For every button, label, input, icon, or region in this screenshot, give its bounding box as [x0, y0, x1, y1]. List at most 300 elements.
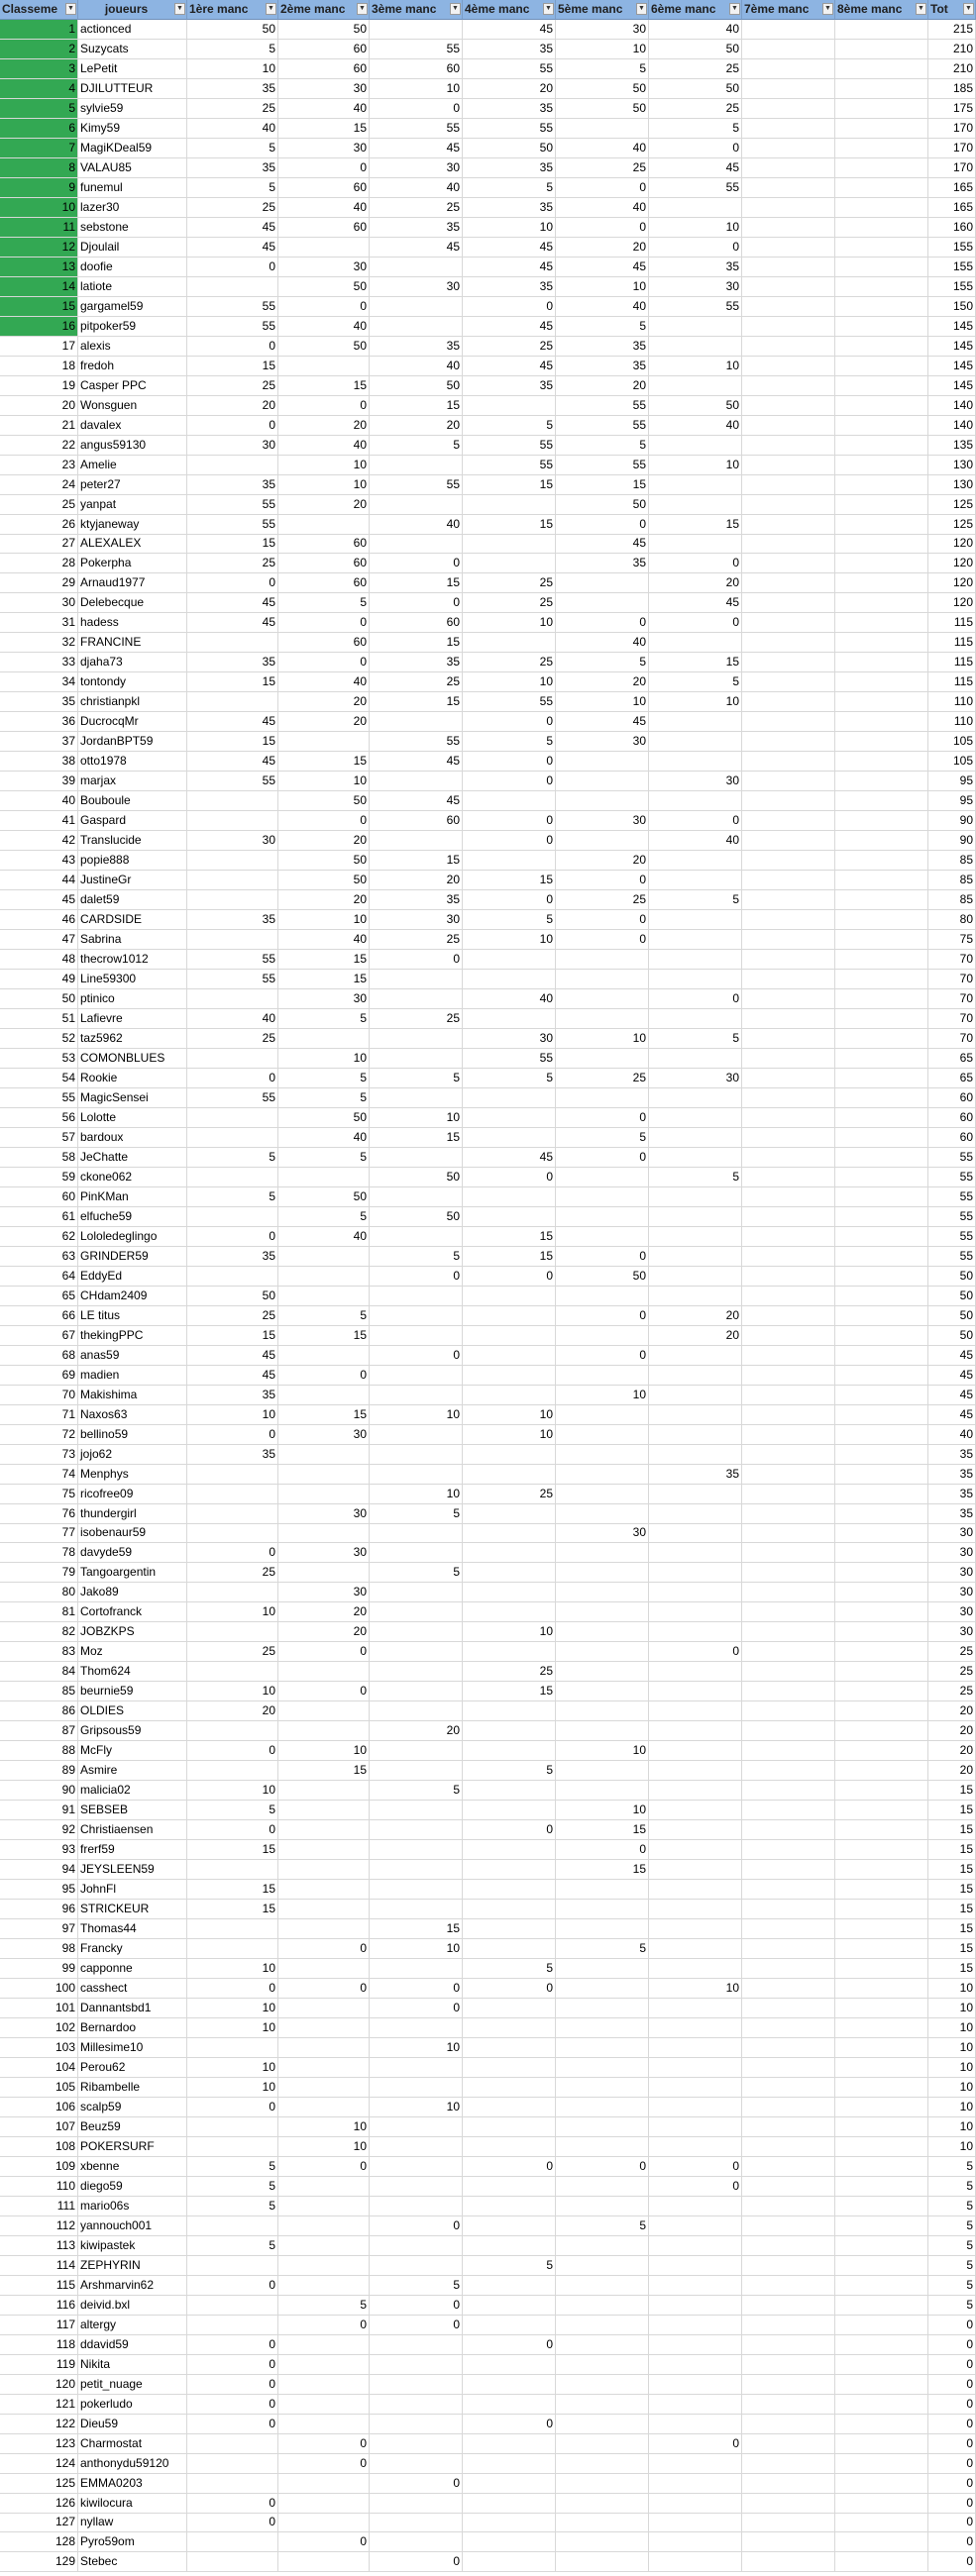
cell-rank[interactable]: 107 — [0, 2117, 78, 2137]
cell-round-3[interactable]: 0 — [370, 1267, 463, 1287]
cell-round-6[interactable]: 0 — [649, 2177, 742, 2197]
cell-round-6[interactable] — [649, 1860, 742, 1880]
cell-player[interactable]: yannouch001 — [78, 2216, 187, 2236]
cell-round-6[interactable] — [649, 2454, 742, 2474]
cell-round-3[interactable] — [370, 1445, 463, 1465]
cell-round-6[interactable] — [649, 495, 742, 515]
cell-round-6[interactable]: 15 — [649, 515, 742, 535]
cell-round-6[interactable] — [649, 198, 742, 218]
cell-total[interactable]: 10 — [928, 1999, 976, 2018]
cell-round-1[interactable] — [187, 2038, 278, 2058]
cell-round-8[interactable] — [835, 1543, 928, 1563]
cell-player[interactable]: Gripsous59 — [78, 1721, 187, 1741]
cell-round-4[interactable] — [463, 1287, 556, 1306]
cell-round-4[interactable] — [463, 1326, 556, 1346]
cell-round-7[interactable] — [742, 1721, 835, 1741]
cell-player[interactable]: tontondy — [78, 672, 187, 692]
cell-player[interactable]: Makishima — [78, 1386, 187, 1405]
cell-round-5[interactable]: 5 — [556, 653, 649, 672]
cell-round-5[interactable]: 20 — [556, 672, 649, 692]
cell-round-6[interactable] — [649, 1919, 742, 1939]
cell-round-4[interactable] — [463, 1543, 556, 1563]
cell-round-1[interactable] — [187, 1919, 278, 1939]
cell-round-8[interactable] — [835, 1801, 928, 1820]
cell-round-6[interactable] — [649, 1267, 742, 1287]
cell-round-8[interactable] — [835, 1029, 928, 1049]
cell-round-7[interactable] — [742, 573, 835, 593]
cell-round-4[interactable]: 35 — [463, 158, 556, 178]
cell-round-8[interactable] — [835, 772, 928, 791]
cell-round-3[interactable]: 60 — [370, 59, 463, 79]
cell-total[interactable]: 55 — [928, 1187, 976, 1207]
cell-round-1[interactable]: 0 — [187, 2355, 278, 2375]
cell-round-2[interactable]: 40 — [278, 317, 370, 337]
cell-round-1[interactable]: 55 — [187, 950, 278, 970]
cell-rank[interactable]: 8 — [0, 158, 78, 178]
cell-round-4[interactable]: 0 — [463, 2335, 556, 2355]
cell-total[interactable]: 45 — [928, 1346, 976, 1366]
cell-round-6[interactable]: 50 — [649, 40, 742, 59]
cell-total[interactable]: 160 — [928, 218, 976, 238]
cell-total[interactable]: 0 — [928, 2494, 976, 2514]
cell-round-6[interactable] — [649, 1602, 742, 1622]
cell-round-2[interactable]: 20 — [278, 712, 370, 732]
cell-round-1[interactable]: 0 — [187, 1543, 278, 1563]
cell-rank[interactable]: 14 — [0, 277, 78, 297]
cell-round-5[interactable] — [556, 2375, 649, 2395]
cell-round-1[interactable]: 25 — [187, 1563, 278, 1583]
cell-round-3[interactable] — [370, 1187, 463, 1207]
cell-rank[interactable]: 39 — [0, 772, 78, 791]
cell-round-2[interactable]: 60 — [278, 218, 370, 238]
cell-rank[interactable]: 30 — [0, 593, 78, 613]
cell-round-6[interactable] — [649, 1801, 742, 1820]
cell-round-7[interactable] — [742, 1069, 835, 1088]
cell-round-8[interactable] — [835, 1187, 928, 1207]
cell-round-4[interactable] — [463, 1563, 556, 1583]
cell-round-1[interactable]: 55 — [187, 772, 278, 791]
cell-round-5[interactable]: 5 — [556, 1128, 649, 1148]
cell-round-4[interactable] — [463, 2018, 556, 2038]
cell-round-8[interactable] — [835, 139, 928, 158]
cell-round-3[interactable] — [370, 1029, 463, 1049]
cell-round-1[interactable]: 15 — [187, 357, 278, 376]
filter-dropdown-icon[interactable]: ▼ — [543, 3, 554, 15]
cell-player[interactable]: Dieu59 — [78, 2415, 187, 2434]
cell-round-6[interactable] — [649, 1880, 742, 1900]
cell-round-1[interactable]: 25 — [187, 198, 278, 218]
cell-round-4[interactable] — [463, 2177, 556, 2197]
cell-round-2[interactable] — [278, 2098, 370, 2117]
cell-round-7[interactable] — [742, 1366, 835, 1386]
cell-round-7[interactable] — [742, 1386, 835, 1405]
cell-round-1[interactable]: 45 — [187, 752, 278, 772]
cell-round-4[interactable] — [463, 1999, 556, 2018]
cell-round-4[interactable] — [463, 2276, 556, 2296]
cell-player[interactable]: lazer30 — [78, 198, 187, 218]
cell-total[interactable]: 45 — [928, 1405, 976, 1425]
cell-round-7[interactable] — [742, 692, 835, 712]
cell-round-8[interactable] — [835, 534, 928, 554]
cell-round-6[interactable] — [649, 1523, 742, 1543]
cell-round-5[interactable] — [556, 2395, 649, 2415]
cell-round-7[interactable] — [742, 2256, 835, 2276]
cell-round-1[interactable] — [187, 1504, 278, 1524]
cell-rank[interactable]: 22 — [0, 436, 78, 456]
cell-round-7[interactable] — [742, 653, 835, 672]
cell-round-4[interactable]: 55 — [463, 119, 556, 139]
cell-round-1[interactable]: 5 — [187, 139, 278, 158]
cell-round-1[interactable] — [187, 1761, 278, 1781]
cell-round-5[interactable] — [556, 831, 649, 851]
cell-round-5[interactable] — [556, 1959, 649, 1979]
cell-round-4[interactable]: 35 — [463, 40, 556, 59]
cell-rank[interactable]: 85 — [0, 1682, 78, 1701]
cell-round-7[interactable] — [742, 2157, 835, 2177]
cell-round-4[interactable]: 40 — [463, 989, 556, 1009]
cell-player[interactable]: sylvie59 — [78, 99, 187, 119]
cell-round-8[interactable] — [835, 554, 928, 573]
cell-total[interactable]: 130 — [928, 456, 976, 475]
cell-round-5[interactable] — [556, 2256, 649, 2276]
cell-round-2[interactable]: 10 — [278, 2117, 370, 2137]
cell-round-1[interactable]: 0 — [187, 2375, 278, 2395]
cell-round-1[interactable] — [187, 1267, 278, 1287]
cell-rank[interactable]: 2 — [0, 40, 78, 59]
cell-round-2[interactable]: 60 — [278, 40, 370, 59]
cell-round-2[interactable]: 10 — [278, 910, 370, 930]
cell-round-2[interactable]: 5 — [278, 1088, 370, 1108]
cell-rank[interactable]: 100 — [0, 1979, 78, 1999]
cell-round-2[interactable]: 30 — [278, 1504, 370, 1524]
cell-round-6[interactable] — [649, 1187, 742, 1207]
cell-round-3[interactable] — [370, 970, 463, 989]
cell-round-8[interactable] — [835, 1207, 928, 1227]
cell-round-8[interactable] — [835, 950, 928, 970]
cell-round-6[interactable]: 30 — [649, 1069, 742, 1088]
cell-total[interactable]: 10 — [928, 2078, 976, 2098]
cell-rank[interactable]: 80 — [0, 1583, 78, 1602]
cell-rank[interactable]: 93 — [0, 1840, 78, 1860]
cell-rank[interactable]: 42 — [0, 831, 78, 851]
cell-round-7[interactable] — [742, 2078, 835, 2098]
cell-round-3[interactable] — [370, 258, 463, 277]
cell-round-2[interactable]: 15 — [278, 1761, 370, 1781]
cell-round-7[interactable] — [742, 1108, 835, 1128]
cell-round-7[interactable] — [742, 1701, 835, 1721]
cell-round-5[interactable] — [556, 1366, 649, 1386]
cell-round-3[interactable]: 45 — [370, 752, 463, 772]
cell-round-7[interactable] — [742, 2375, 835, 2395]
cell-round-2[interactable]: 50 — [278, 277, 370, 297]
cell-round-7[interactable] — [742, 1128, 835, 1148]
cell-player[interactable]: Arnaud1977 — [78, 573, 187, 593]
cell-round-3[interactable]: 50 — [370, 376, 463, 396]
header-round-2[interactable] — [278, 0, 370, 20]
cell-round-6[interactable] — [649, 930, 742, 950]
cell-round-7[interactable] — [742, 277, 835, 297]
cell-round-3[interactable] — [370, 2117, 463, 2137]
cell-round-5[interactable]: 25 — [556, 890, 649, 910]
cell-round-1[interactable]: 15 — [187, 1326, 278, 1346]
cell-round-8[interactable] — [835, 1523, 928, 1543]
cell-total[interactable]: 60 — [928, 1108, 976, 1128]
cell-total[interactable]: 5 — [928, 2276, 976, 2296]
cell-rank[interactable]: 45 — [0, 890, 78, 910]
cell-rank[interactable]: 66 — [0, 1306, 78, 1326]
cell-player[interactable]: Moz — [78, 1642, 187, 1662]
cell-round-8[interactable] — [835, 811, 928, 831]
cell-round-7[interactable] — [742, 2098, 835, 2117]
cell-round-6[interactable]: 35 — [649, 258, 742, 277]
cell-round-8[interactable] — [835, 238, 928, 258]
cell-round-6[interactable] — [649, 2256, 742, 2276]
cell-round-6[interactable] — [649, 2276, 742, 2296]
cell-round-6[interactable] — [649, 791, 742, 811]
cell-round-6[interactable]: 0 — [649, 989, 742, 1009]
cell-round-7[interactable] — [742, 1622, 835, 1642]
cell-round-6[interactable]: 0 — [649, 139, 742, 158]
cell-round-7[interactable] — [742, 1346, 835, 1366]
cell-round-8[interactable] — [835, 1919, 928, 1939]
cell-round-6[interactable] — [649, 1701, 742, 1721]
cell-round-7[interactable] — [742, 2474, 835, 2494]
cell-total[interactable]: 110 — [928, 712, 976, 732]
cell-round-5[interactable]: 30 — [556, 811, 649, 831]
cell-round-6[interactable] — [649, 376, 742, 396]
cell-round-4[interactable]: 15 — [463, 1227, 556, 1247]
cell-rank[interactable]: 94 — [0, 1860, 78, 1880]
cell-round-2[interactable] — [278, 1346, 370, 1366]
cell-total[interactable]: 125 — [928, 515, 976, 535]
cell-round-8[interactable] — [835, 2117, 928, 2137]
cell-round-2[interactable]: 0 — [278, 297, 370, 317]
cell-round-7[interactable] — [742, 357, 835, 376]
cell-round-2[interactable] — [278, 2276, 370, 2296]
cell-player[interactable]: pitpoker59 — [78, 317, 187, 337]
cell-round-8[interactable] — [835, 2434, 928, 2454]
cell-round-8[interactable] — [835, 1247, 928, 1267]
cell-round-4[interactable]: 25 — [463, 337, 556, 357]
cell-round-2[interactable]: 50 — [278, 1187, 370, 1207]
cell-round-3[interactable]: 0 — [370, 99, 463, 119]
cell-round-8[interactable] — [835, 1642, 928, 1662]
cell-player[interactable]: thundergirl — [78, 1504, 187, 1524]
cell-round-2[interactable]: 15 — [278, 970, 370, 989]
cell-round-3[interactable] — [370, 1227, 463, 1247]
cell-player[interactable]: Asmire — [78, 1761, 187, 1781]
cell-round-1[interactable]: 30 — [187, 831, 278, 851]
cell-player[interactable]: beurnie59 — [78, 1682, 187, 1701]
cell-round-4[interactable] — [463, 2513, 556, 2532]
cell-total[interactable]: 20 — [928, 1761, 976, 1781]
cell-round-7[interactable] — [742, 2532, 835, 2552]
cell-player[interactable]: deivid.bxl — [78, 2296, 187, 2316]
cell-player[interactable]: Millesime10 — [78, 2038, 187, 2058]
cell-round-4[interactable]: 55 — [463, 436, 556, 456]
cell-round-7[interactable] — [742, 811, 835, 831]
cell-round-3[interactable] — [370, 2454, 463, 2474]
cell-round-8[interactable] — [835, 2335, 928, 2355]
cell-round-5[interactable]: 0 — [556, 218, 649, 238]
cell-round-7[interactable] — [742, 2216, 835, 2236]
filter-dropdown-icon[interactable]: ▼ — [916, 3, 926, 15]
cell-total[interactable]: 110 — [928, 692, 976, 712]
cell-round-7[interactable] — [742, 1979, 835, 1999]
cell-round-2[interactable] — [278, 1287, 370, 1306]
cell-round-8[interactable] — [835, 1662, 928, 1682]
cell-round-5[interactable]: 10 — [556, 40, 649, 59]
cell-player[interactable]: JOBZKPS — [78, 1622, 187, 1642]
cell-round-2[interactable]: 0 — [278, 811, 370, 831]
cell-total[interactable]: 0 — [928, 2415, 976, 2434]
cell-rank[interactable]: 18 — [0, 357, 78, 376]
cell-round-5[interactable] — [556, 950, 649, 970]
header-round-8[interactable] — [835, 0, 928, 20]
cell-player[interactable]: VALAU85 — [78, 158, 187, 178]
cell-round-8[interactable] — [835, 672, 928, 692]
cell-rank[interactable]: 91 — [0, 1801, 78, 1820]
cell-round-4[interactable]: 25 — [463, 1485, 556, 1504]
cell-round-6[interactable] — [649, 1939, 742, 1959]
cell-round-3[interactable]: 40 — [370, 515, 463, 535]
cell-round-8[interactable] — [835, 2552, 928, 2572]
cell-round-1[interactable] — [187, 2316, 278, 2335]
cell-round-1[interactable]: 5 — [187, 40, 278, 59]
cell-round-2[interactable] — [278, 1721, 370, 1741]
cell-rank[interactable]: 29 — [0, 573, 78, 593]
cell-round-6[interactable] — [649, 871, 742, 890]
cell-round-3[interactable] — [370, 2236, 463, 2256]
cell-player[interactable]: Thom624 — [78, 1662, 187, 1682]
cell-total[interactable]: 115 — [928, 613, 976, 633]
cell-rank[interactable]: 48 — [0, 950, 78, 970]
cell-round-2[interactable] — [278, 1840, 370, 1860]
cell-player[interactable]: Sabrina — [78, 930, 187, 950]
cell-player[interactable]: ktyjaneway — [78, 515, 187, 535]
cell-round-2[interactable]: 15 — [278, 752, 370, 772]
cell-round-2[interactable] — [278, 1999, 370, 2018]
cell-total[interactable]: 50 — [928, 1306, 976, 1326]
cell-round-6[interactable] — [649, 1227, 742, 1247]
cell-round-3[interactable]: 10 — [370, 1485, 463, 1504]
cell-round-4[interactable] — [463, 2434, 556, 2454]
cell-round-5[interactable] — [556, 2316, 649, 2335]
cell-round-2[interactable] — [278, 1701, 370, 1721]
cell-round-4[interactable] — [463, 1504, 556, 1524]
cell-round-5[interactable] — [556, 1583, 649, 1602]
cell-round-8[interactable] — [835, 297, 928, 317]
cell-round-6[interactable]: 5 — [649, 890, 742, 910]
cell-round-6[interactable]: 40 — [649, 20, 742, 40]
cell-round-8[interactable] — [835, 40, 928, 59]
cell-round-3[interactable]: 0 — [370, 2316, 463, 2335]
cell-round-1[interactable] — [187, 2552, 278, 2572]
cell-round-2[interactable] — [278, 1880, 370, 1900]
cell-round-6[interactable]: 15 — [649, 653, 742, 672]
cell-total[interactable]: 140 — [928, 416, 976, 436]
cell-round-4[interactable] — [463, 2532, 556, 2552]
cell-round-5[interactable]: 0 — [556, 910, 649, 930]
cell-round-4[interactable] — [463, 2038, 556, 2058]
cell-round-8[interactable] — [835, 2157, 928, 2177]
cell-round-7[interactable] — [742, 198, 835, 218]
cell-player[interactable]: Pyro59om — [78, 2532, 187, 2552]
cell-player[interactable]: PinKMan — [78, 1187, 187, 1207]
cell-rank[interactable]: 127 — [0, 2513, 78, 2532]
cell-rank[interactable]: 60 — [0, 1187, 78, 1207]
cell-round-2[interactable]: 0 — [278, 2316, 370, 2335]
cell-round-2[interactable] — [278, 357, 370, 376]
cell-round-4[interactable]: 35 — [463, 198, 556, 218]
cell-round-6[interactable]: 25 — [649, 99, 742, 119]
cell-round-5[interactable]: 0 — [556, 1148, 649, 1168]
cell-round-7[interactable] — [742, 930, 835, 950]
cell-round-3[interactable]: 50 — [370, 1168, 463, 1187]
cell-round-4[interactable] — [463, 950, 556, 970]
cell-total[interactable]: 90 — [928, 811, 976, 831]
cell-round-5[interactable] — [556, 1563, 649, 1583]
cell-player[interactable]: peter27 — [78, 475, 187, 495]
cell-round-6[interactable] — [649, 1900, 742, 1919]
cell-total[interactable]: 10 — [928, 2018, 976, 2038]
cell-round-4[interactable] — [463, 1701, 556, 1721]
cell-round-5[interactable] — [556, 593, 649, 613]
cell-round-1[interactable]: 0 — [187, 337, 278, 357]
cell-rank[interactable]: 73 — [0, 1445, 78, 1465]
cell-round-4[interactable]: 10 — [463, 613, 556, 633]
cell-round-3[interactable]: 25 — [370, 1009, 463, 1029]
cell-round-7[interactable] — [742, 515, 835, 535]
cell-round-3[interactable] — [370, 2256, 463, 2276]
cell-round-6[interactable]: 45 — [649, 158, 742, 178]
cell-player[interactable]: otto1978 — [78, 752, 187, 772]
cell-round-7[interactable] — [742, 2038, 835, 2058]
cell-round-8[interactable] — [835, 1504, 928, 1524]
cell-round-3[interactable]: 0 — [370, 2216, 463, 2236]
cell-round-8[interactable] — [835, 1781, 928, 1801]
cell-round-4[interactable] — [463, 970, 556, 989]
cell-round-5[interactable]: 5 — [556, 2216, 649, 2236]
cell-round-4[interactable]: 55 — [463, 59, 556, 79]
cell-round-2[interactable]: 10 — [278, 1741, 370, 1761]
cell-round-8[interactable] — [835, 1287, 928, 1306]
cell-player[interactable]: COMONBLUES — [78, 1049, 187, 1069]
cell-player[interactable]: altergy — [78, 2316, 187, 2335]
header-rank[interactable] — [0, 0, 78, 20]
cell-round-3[interactable] — [370, 1049, 463, 1069]
cell-player[interactable]: funemul — [78, 178, 187, 198]
cell-round-2[interactable]: 5 — [278, 1306, 370, 1326]
cell-round-5[interactable]: 0 — [556, 1346, 649, 1366]
cell-round-3[interactable] — [370, 2395, 463, 2415]
cell-total[interactable]: 55 — [928, 1247, 976, 1267]
cell-round-3[interactable] — [370, 712, 463, 732]
cell-round-6[interactable] — [649, 2375, 742, 2395]
cell-round-7[interactable] — [742, 2137, 835, 2157]
cell-round-1[interactable]: 55 — [187, 317, 278, 337]
cell-round-7[interactable] — [742, 1227, 835, 1247]
cell-round-6[interactable] — [649, 1088, 742, 1108]
cell-rank[interactable]: 37 — [0, 732, 78, 752]
cell-round-8[interactable] — [835, 1425, 928, 1445]
cell-round-7[interactable] — [742, 1049, 835, 1069]
cell-round-3[interactable]: 5 — [370, 1563, 463, 1583]
cell-total[interactable]: 50 — [928, 1326, 976, 1346]
cell-round-1[interactable] — [187, 1485, 278, 1504]
cell-round-7[interactable] — [742, 1009, 835, 1029]
filter-dropdown-icon[interactable]: ▼ — [729, 3, 740, 15]
